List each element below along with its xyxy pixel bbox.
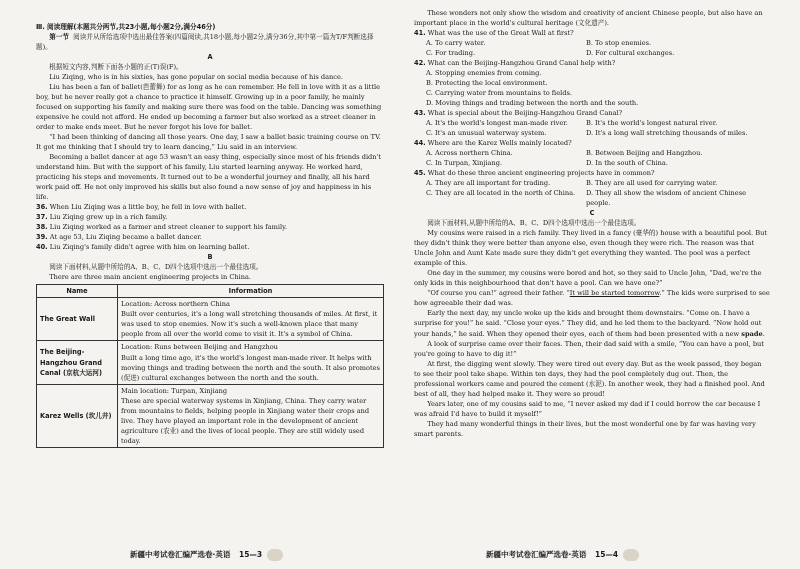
question-number: 36. — [36, 203, 48, 212]
question-options — [414, 148, 770, 168]
p4-text: Early the next day, my uncle woke up the kids and brought them downstairs. “Come on. I have a surprise for you!” he said. “Close your eyes.” They did, and he led them to the backyard. “Now hold out your hands,” he said. When they opened their eyes, each of them had been presented with a new — [414, 309, 762, 338]
passage-c-p3 — [414, 288, 770, 308]
project-info-line: Built over centuries, it's a long wall stretching thousands of miles. At first, it was used to stop enemies. Now it's such a well-known place that many people from all over the world come to visit it. It's a symbol of China. — [121, 310, 378, 339]
mc-question — [414, 58, 770, 68]
part1-instructions-text: 阅读并从所给选项中选出最佳答案(四篇阅读,共18小题,每小题2分,满分36分,其中第一篇为T/F判断选择题)。 — [36, 33, 374, 52]
mc-question — [414, 28, 770, 38]
option: B. Protecting the local environment. — [426, 79, 548, 88]
tf-question — [36, 212, 384, 222]
question-text: Where are the Karez Wells mainly located? — [427, 139, 572, 148]
projects-table — [36, 284, 384, 447]
option: C. It's an unusual waterway system. — [426, 129, 547, 138]
question-options — [414, 68, 770, 108]
passage-a-instructions: 根据短文内容,判断下面各小题的正(T)误(F)。 — [49, 63, 183, 72]
passage-c-p5: A look of surprise came over their faces. Then, their dad said with a smile, “You can have a pool, but you're going to have to dig it!” — [414, 339, 764, 358]
project-info-line: Location: Runs between Beijing and Hangzhou — [121, 343, 278, 352]
question-text: What was the use of the Great Wall at first? — [427, 29, 574, 38]
question-number: 39. — [36, 233, 48, 242]
table-header-name: Name — [37, 285, 118, 298]
part1-instructions — [36, 32, 384, 52]
question-text: Liu Ziqing worked as a farmer and street cleaner to support his family. — [49, 223, 288, 232]
option: D. In the south of China. — [586, 159, 668, 168]
option: C. In Turpan, Xinjiang. — [426, 159, 503, 168]
passage-a-paragraph: Liu Ziqing, who is in his sixties, has gone popular on social media because of his dance. — [49, 73, 343, 82]
table-row — [37, 384, 384, 447]
option: A. Across northern China. — [426, 149, 513, 158]
passage-c-label: C — [589, 209, 595, 218]
question-text: Liu Ziqing's family didn't agree with him on learning ballet. — [49, 243, 250, 252]
tf-question — [36, 232, 384, 242]
question-text: What do these three ancient engineering projects have in common? — [427, 169, 655, 178]
p3-tail: .” The kids were surprised to see how agreeable their dad was. — [414, 289, 770, 308]
option: A. Stopping enemies from coming. — [426, 69, 542, 78]
question-number: 42. — [414, 59, 426, 68]
project-info-line: Main location: Turpan, Xinjiang — [121, 386, 228, 395]
passage-a-label: A — [207, 53, 213, 62]
table-header-info: Information — [118, 285, 384, 298]
section-heading: Ⅲ. 阅读理解(本题共分两节,共23小题,每小题2分,满分46分) — [36, 23, 216, 31]
passage-b-closing: These wonders not only show the wisdom and creativity of ancient Chinese people, but also have an important place in the world's cultural heritage (文化遗产). — [414, 9, 763, 28]
question-number: 37. — [36, 213, 48, 222]
question-number: 43. — [414, 109, 426, 118]
question-number: 38. — [36, 223, 48, 232]
right-footer — [486, 549, 639, 561]
option: C. They are all located in the north of China. — [426, 189, 576, 198]
left-footer — [130, 549, 283, 561]
passage-c-p7: Years later, one of my cousins said to me, “I never asked my dad if I could borrow the car because I was afraid I'd have to build it myself!” — [414, 399, 761, 418]
passage-c-p1: My cousins were raised in a rich family. They lived in a fancy (豪华的) house with a beautiful pool. But they didn't think they were better than anyone else, even though they were rich. The reason was that Uncle John and Aunt Kate made sure they didn't get everything they wanted. The pool was a perfect example of this. — [414, 229, 767, 268]
project-info — [118, 298, 384, 341]
tf-question — [36, 242, 384, 252]
right-page — [402, 0, 800, 569]
question-number: 40. — [36, 243, 48, 252]
project-info — [118, 384, 384, 447]
question-options — [414, 38, 770, 58]
option: A. To carry water. — [426, 39, 486, 48]
project-name: The Beijing-Hangzhou Grand Canal (京杭大运河) — [37, 341, 118, 384]
project-info-line: Built a long time ago, it's the world's longest man-made river. It helps with moving things and trading between the north and the south. It also promotes (促进) cultural exchanges between the north and the south. — [121, 353, 380, 382]
option: B. To stop enemies. — [586, 39, 652, 48]
project-info-line: These are special waterway systems in Xinjiang, China. They carry water from mountains to fields, helping people in Xinjiang water their crops and live. They have played an important role in the development of ancient agriculture (农业) and the lives of local people. They are still widely used today. — [121, 396, 370, 445]
passage-a-paragraph: “I had been thinking of dancing all those years. One day, I saw a ballet basic training course on TV. It got me thinking that I should try to learn dancing,” Liu said in an interview. — [36, 133, 381, 152]
p4-end: . — [762, 329, 765, 338]
question-options — [414, 178, 770, 208]
project-name: The Great Wall — [37, 298, 118, 341]
passage-c-p4 — [414, 308, 770, 338]
passage-a-questions — [36, 202, 384, 252]
option: C. For trading. — [426, 49, 476, 58]
question-number: 45. — [414, 169, 426, 178]
question-text: When Liu Ziqing was a little boy, he fell in love with ballet. — [49, 203, 247, 212]
logo-badge-icon — [267, 549, 283, 561]
p3-lead: “Of course you can!” agreed their father. “ — [427, 289, 570, 298]
passage-b-instructions: 阅读下面材料,从题中所给的A、B、C、D四个选项中选出一个最佳选项。 — [49, 263, 263, 272]
right-footer-title: 新疆中考试卷汇编严选卷·英语 — [486, 550, 587, 559]
passage-b-questions — [414, 28, 770, 208]
project-info-line: Location: Across northern China — [121, 300, 230, 309]
left-page-number: 15—3 — [238, 550, 263, 559]
project-info — [118, 341, 384, 384]
mc-question — [414, 168, 770, 178]
mc-question — [414, 138, 770, 148]
logo-badge-icon — [623, 549, 639, 561]
question-number: 41. — [414, 29, 426, 38]
option: A. It's the world's longest man-made river. — [426, 119, 568, 128]
project-name: Karez Wells (坎儿井) — [37, 384, 118, 447]
bold-word-spade: spade — [741, 329, 763, 338]
table-row — [37, 298, 384, 341]
passage-b-label: B — [207, 253, 213, 262]
right-page-number: 15—4 — [594, 550, 619, 559]
option: D. For cultural exchanges. — [586, 49, 675, 58]
mc-question — [414, 108, 770, 118]
question-text: Liu Ziqing grew up in a rich family. — [49, 213, 168, 222]
passage-b-intro: There are three main ancient engineering projects in China. — [49, 273, 252, 282]
passage-c-p6: At first, the digging went slowly. They were tired out every day. But as the week passed, they began to see their pool take shape. Within ten days, they had the pool completely dug out. Then, the professional workers came and poured the cement (水泥). In another week, they had a finished pool. And best of all, they had helped make it. They were so proud! — [414, 359, 765, 398]
passage-c-instructions: 阅读下面材料,从题中所给的A、B、C、D四个选项中选出一个最佳选项。 — [427, 219, 641, 228]
table-row — [37, 341, 384, 384]
option: C. Carrying water from mountains to fields. — [426, 89, 572, 98]
left-footer-title: 新疆中考试卷汇编严选卷·英语 — [130, 550, 231, 559]
tf-question — [36, 202, 384, 212]
question-text: What can the Beijing-Hangzhou Grand Canal help with? — [427, 59, 616, 68]
option: D. Moving things and trading between the north and the south. — [426, 99, 639, 108]
question-options — [414, 118, 770, 138]
option: B. Between Beijing and Hangzhou. — [586, 149, 703, 158]
passage-c-p8: They had many wonderful things in their lives, but the most wonderful one by far was having very smart parents. — [414, 419, 756, 438]
question-text: At age 53, Liu Ziqing became a ballet dancer. — [49, 233, 202, 242]
passage-a-paragraph: Becoming a ballet dancer at age 53 wasn't an easy thing, especially since most of his friends didn't understand him. But with the support of his family, Liu started learning anyway. He worked hard, practicing his steps and movements. It turned out to be a wonderful journey and finally, all his hard work paid off. He not only improved his skills but also found a new sense of joy and happiness in his life. — [36, 153, 381, 202]
underlined-sentence: It will be started tomorrow — [569, 289, 660, 298]
question-text: What is special about the Beijing-Hangzhou Grand Canal? — [427, 109, 623, 118]
option: B. It's the world's longest natural river. — [586, 119, 718, 128]
option: B. They are all used for carrying water. — [586, 179, 718, 188]
option: D. They all show the wisdom of ancient Chinese people. — [586, 189, 746, 208]
tf-question — [36, 222, 384, 232]
question-number: 44. — [414, 139, 426, 148]
option: A. They are all important for trading. — [426, 179, 551, 188]
option: D. It's a long wall stretching thousands of miles. — [586, 129, 748, 138]
passage-c-p2: One day in the summer, my cousins were bored and hot, so they said to Uncle John, “Dad, we're the only kids in this neighbourhood that don't have a pool. Can we have one?” — [414, 269, 762, 288]
part1-heading: 第一节 — [49, 33, 69, 42]
table-header-row — [37, 285, 384, 298]
passage-a-body — [36, 72, 384, 202]
passage-a-paragraph: Liu has been a fan of ballet(芭蕾舞) for as long as he can remember. He fell in love with it as a little boy, but he never really got a chance to practice it himself. Growing up in a poor family, he mainly focused on supporting his family and making sure there was food on the table. Dancing was something expensive he could not afford. He ended up becoming a farmer but also worked as a street cleaner in order to make ends meet. But he never forgot his love for ballet. — [36, 83, 382, 132]
